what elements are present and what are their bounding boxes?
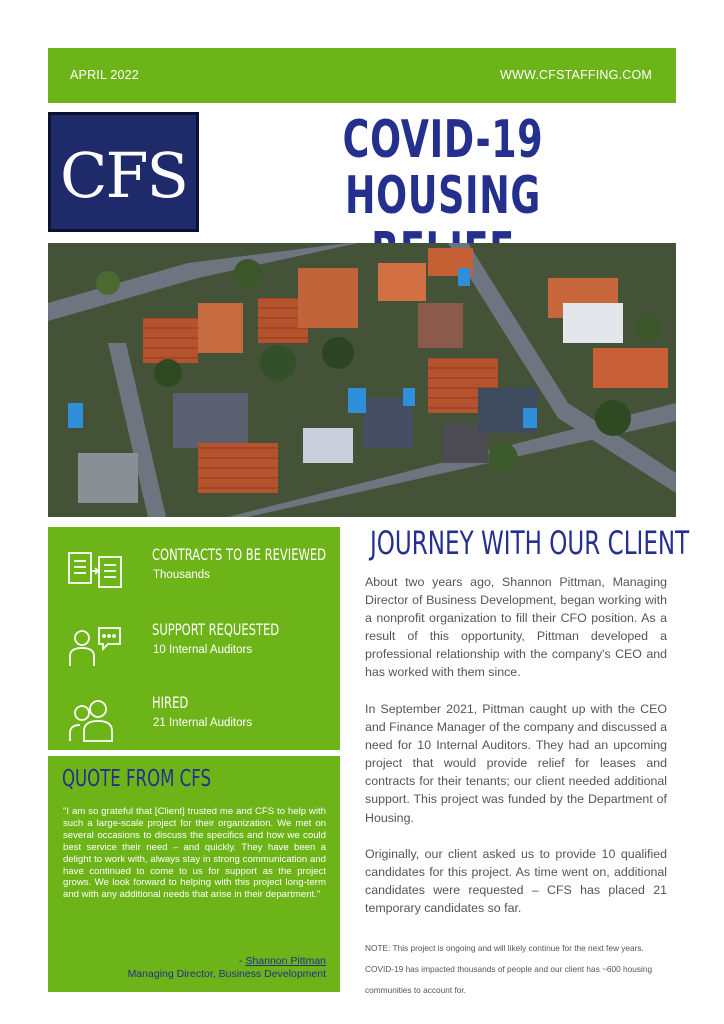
support-person-icon [66,622,124,672]
stat-value: 21 Internal Auditors [153,717,253,729]
documents-icon [66,547,124,597]
quote-body: "I am so grateful that [Client] trusted me and CFS to help with such a large-scale project for their organization. We met on several occasions to discuss the specifics and how we could best service their need – and quickly. They have been a delight to work with, always stay in strong communication and have continued to come to us for support as the project grows. We look forward to helping with this project long-term and with any additional needs that arise in their department." [63,806,326,901]
journey-paragraph-1: About two years ago, Shannon Pittman, Managing Director of Business Development, began working with a nonprofit organization to fill their CFO position. As a result of this opportunity, Pittman developed a professional relationship with the company's CEO and has worked with them since. [365,575,667,680]
stats-panel [48,527,340,750]
header-bar [48,48,676,103]
stat-heading: HIRED [152,693,189,712]
logo-text: CFS [60,139,187,212]
cfs-logo-mark [48,112,199,232]
stat-heading: CONTRACTS TO BE REVIEWED [152,545,327,564]
quote-panel [48,756,340,992]
journey-paragraph-2: In September 2021, Pittman caught up with the CEO and Finance Manager of the company and discussed a need for 10 Internal Auditors. They had an upcoming project that would provide relief for leases and contracts for their tenants; our client needed additional support. This project was funded by the Department of Housing. [365,702,667,825]
stat-support [48,620,340,680]
signature-role: Managing Director, Business Development [127,968,326,980]
quote-title: QUOTE FROM CFS [62,766,211,792]
stat-value: Thousands [153,569,210,581]
issue-date: APRIL 2022 [70,68,139,82]
title-line-1: COVID-19 HOUSING [342,110,544,226]
journey-title: JOURNEY WITH OUR CLIENT [370,524,690,562]
journey-paragraph-3: Originally, our client asked us to provide 10 qualified candidates for this project. As time went on, additional candidates were requested – CFS has placed 21 temporary candidates so far. [365,847,667,916]
people-icon [66,695,124,745]
aerial-neighborhood-photo [48,243,676,517]
stat-contracts [48,545,340,605]
stat-heading: SUPPORT REQUESTED [152,620,280,639]
stat-value: 10 Internal Auditors [153,644,253,656]
stat-hired [48,693,340,753]
project-note: NOTE: This project is ongoing and will likely continue for the next few years. COVID-19 has impacted thousands of people and our client has ~600 housing communities to account for. [365,943,653,995]
signature-prefix: - [239,955,246,967]
website-link[interactable]: WWW.CFSTAFFING.COM [500,68,652,82]
cfs-logo [48,112,199,232]
quote-signature [128,955,326,981]
signature-name-link[interactable]: Shannon Pittman [245,955,326,967]
